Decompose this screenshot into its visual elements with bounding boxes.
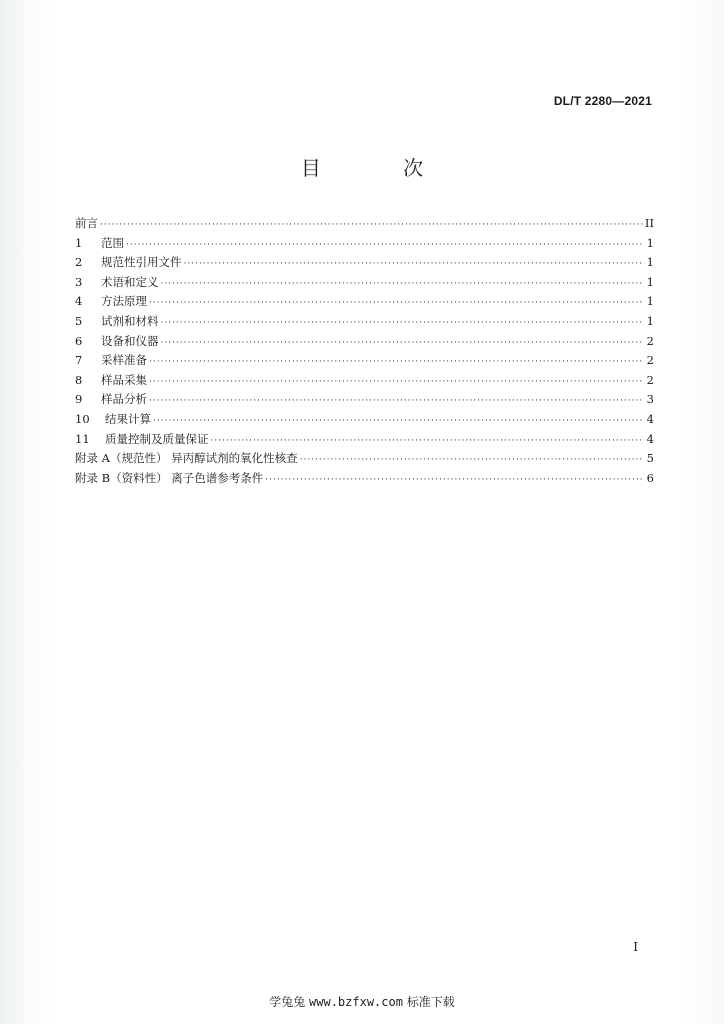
toc-entry-number: 8 xyxy=(75,372,83,387)
watermark-footer xyxy=(0,993,724,1010)
toc-entry-4[interactable] xyxy=(75,292,654,312)
toc-entry-label: 方法原理 xyxy=(101,294,147,309)
toc-entry-6[interactable] xyxy=(75,332,654,352)
toc-entry-page: 2 xyxy=(646,333,654,348)
toc-entry-page: 1 xyxy=(646,313,654,328)
toc-leader-dots xyxy=(300,451,644,471)
toc-entry-7[interactable] xyxy=(75,351,654,371)
toc-entry-page: 4 xyxy=(646,431,654,446)
toc-entry-label: 采样准备 xyxy=(101,353,147,368)
toc-leader-dots xyxy=(100,216,643,236)
toc-entry-page: 2 xyxy=(646,353,654,368)
toc-entry-label: 样品分析 xyxy=(101,392,147,407)
page-title: 目 次 xyxy=(300,156,462,180)
toc-entry-label: 试剂和材料 xyxy=(101,313,159,328)
toc-leader-dots xyxy=(149,294,644,314)
toc-entry-label: 范围 xyxy=(101,235,124,250)
watermark-suffix: 标准下载 xyxy=(402,995,455,1009)
toc-entry-page: II xyxy=(644,216,654,230)
toc-entry-10[interactable] xyxy=(75,410,654,430)
toc-entry-page: 2 xyxy=(646,372,654,387)
toc-entry-3[interactable] xyxy=(75,273,654,293)
toc-entry-number: 9 xyxy=(75,392,83,407)
toc-leader-dots xyxy=(149,353,644,373)
toc-leader-dots xyxy=(149,392,644,412)
toc-entry-9[interactable] xyxy=(75,390,654,410)
toc-entry-number: 2 xyxy=(75,255,83,270)
table-of-contents xyxy=(75,214,654,488)
toc-entry-page: 5 xyxy=(646,451,654,466)
toc-entry-appendix-b[interactable] xyxy=(75,469,654,489)
toc-leader-dots xyxy=(161,334,645,354)
toc-entry-page: 1 xyxy=(646,294,654,309)
toc-entry-label: 结果计算 xyxy=(105,411,151,426)
toc-entry-5[interactable] xyxy=(75,312,654,332)
toc-entry-number: 6 xyxy=(75,333,83,348)
toc-entry-label: 前言 xyxy=(75,216,98,230)
toc-entry-8[interactable] xyxy=(75,371,654,391)
toc-entry-2[interactable] xyxy=(75,253,654,273)
toc-entry-page: 1 xyxy=(646,235,654,250)
toc-entry-label: 设备和仪器 xyxy=(101,333,159,348)
toc-entry-label: 附录 A（规范性） 异丙醇试剂的氧化性核查 xyxy=(75,451,298,466)
toc-entry-number: 1 xyxy=(75,235,83,250)
toc-leader-dots xyxy=(126,236,644,256)
toc-entry-page: 1 xyxy=(646,274,654,289)
toc-entry-1[interactable] xyxy=(75,234,654,254)
toc-entry-number: 10 xyxy=(75,411,90,426)
toc-entry-appendix-a[interactable] xyxy=(75,449,654,469)
document-code: DL/T 2280—2021 xyxy=(553,94,652,108)
watermark-prefix: 学兔兔 xyxy=(269,995,310,1009)
toc-entry-number: 3 xyxy=(75,274,83,289)
toc-leader-dots xyxy=(161,314,645,334)
toc-entry-page: 3 xyxy=(646,392,654,407)
toc-leader-dots xyxy=(161,275,645,295)
toc-leader-dots xyxy=(153,412,644,432)
toc-leader-dots xyxy=(149,373,644,393)
toc-entry-number: 7 xyxy=(75,353,83,368)
page-number: I xyxy=(633,940,638,954)
toc-entry-label: 质量控制及质量保证 xyxy=(105,431,209,446)
toc-entry-page: 1 xyxy=(646,255,654,270)
toc-entry-label: 样品采集 xyxy=(101,372,147,387)
toc-leader-dots xyxy=(184,255,645,275)
toc-entry-page: 6 xyxy=(646,470,654,485)
toc-entry-number: 5 xyxy=(75,313,83,328)
toc-leader-dots xyxy=(265,471,644,491)
toc-entry-page: 4 xyxy=(646,411,654,426)
toc-entry-number: 4 xyxy=(75,294,83,309)
toc-entry-foreword[interactable] xyxy=(75,214,654,234)
toc-entry-label: 规范性引用文件 xyxy=(101,255,182,270)
toc-entry-label: 附录 B（资料性） 离子色谱参考条件 xyxy=(75,470,264,485)
toc-entry-label: 术语和定义 xyxy=(101,274,159,289)
watermark-url[interactable]: www.bzfxw.com xyxy=(309,995,403,1009)
toc-entry-11[interactable] xyxy=(75,430,654,450)
toc-entry-number: 11 xyxy=(75,431,90,446)
